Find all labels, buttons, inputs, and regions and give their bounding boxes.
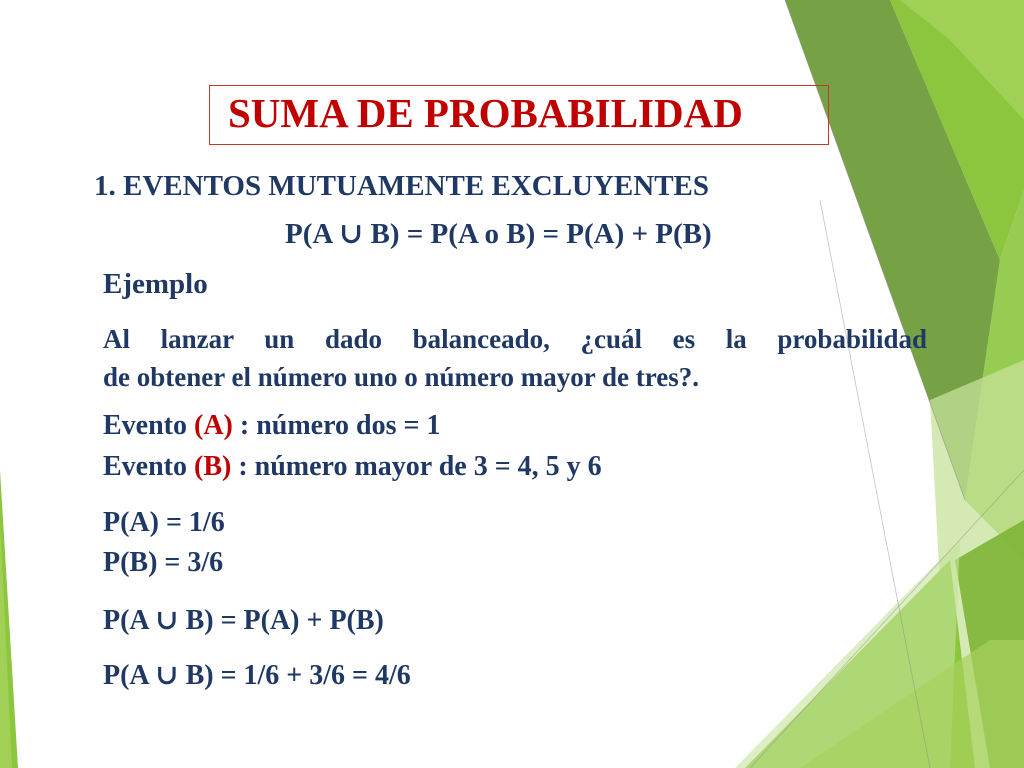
union-formula: P(A ∪ B) = P(A o B) = P(A) + P(B) bbox=[285, 218, 712, 250]
union-rule: P(A ∪ B) = P(A) + P(B) bbox=[103, 605, 384, 636]
question-line-2: de obtener el número uno o número mayor de tres?. bbox=[103, 362, 699, 392]
event-b-tag: (B) bbox=[194, 451, 232, 482]
question-line-1: Al lanzar un dado balanceado, ¿cuál es la probabilidad bbox=[103, 324, 927, 354]
probability-b: P(B) = 3/6 bbox=[103, 547, 224, 578]
probability-a: P(A) = 1/6 bbox=[103, 507, 225, 538]
section-heading: 1. EVENTOS MUTUAMENTE EXCLUYENTES bbox=[94, 170, 710, 202]
event-a-definition bbox=[103, 410, 440, 442]
event-a-prefix: Evento bbox=[103, 410, 194, 441]
example-question bbox=[103, 320, 927, 396]
event-b-definition bbox=[103, 451, 602, 483]
event-b-description: : número mayor de 3 = 4, 5 y 6 bbox=[231, 451, 602, 482]
example-label: Ejemplo bbox=[103, 268, 208, 300]
union-calculation: P(A ∪ B) = 1/6 + 3/6 = 4/6 bbox=[103, 660, 411, 691]
event-a-tag: (A) bbox=[194, 410, 233, 441]
event-a-description: : número dos = 1 bbox=[232, 410, 441, 441]
slide-title: SUMA DE PROBABILIDAD bbox=[228, 90, 743, 136]
event-b-prefix: Evento bbox=[103, 451, 194, 482]
